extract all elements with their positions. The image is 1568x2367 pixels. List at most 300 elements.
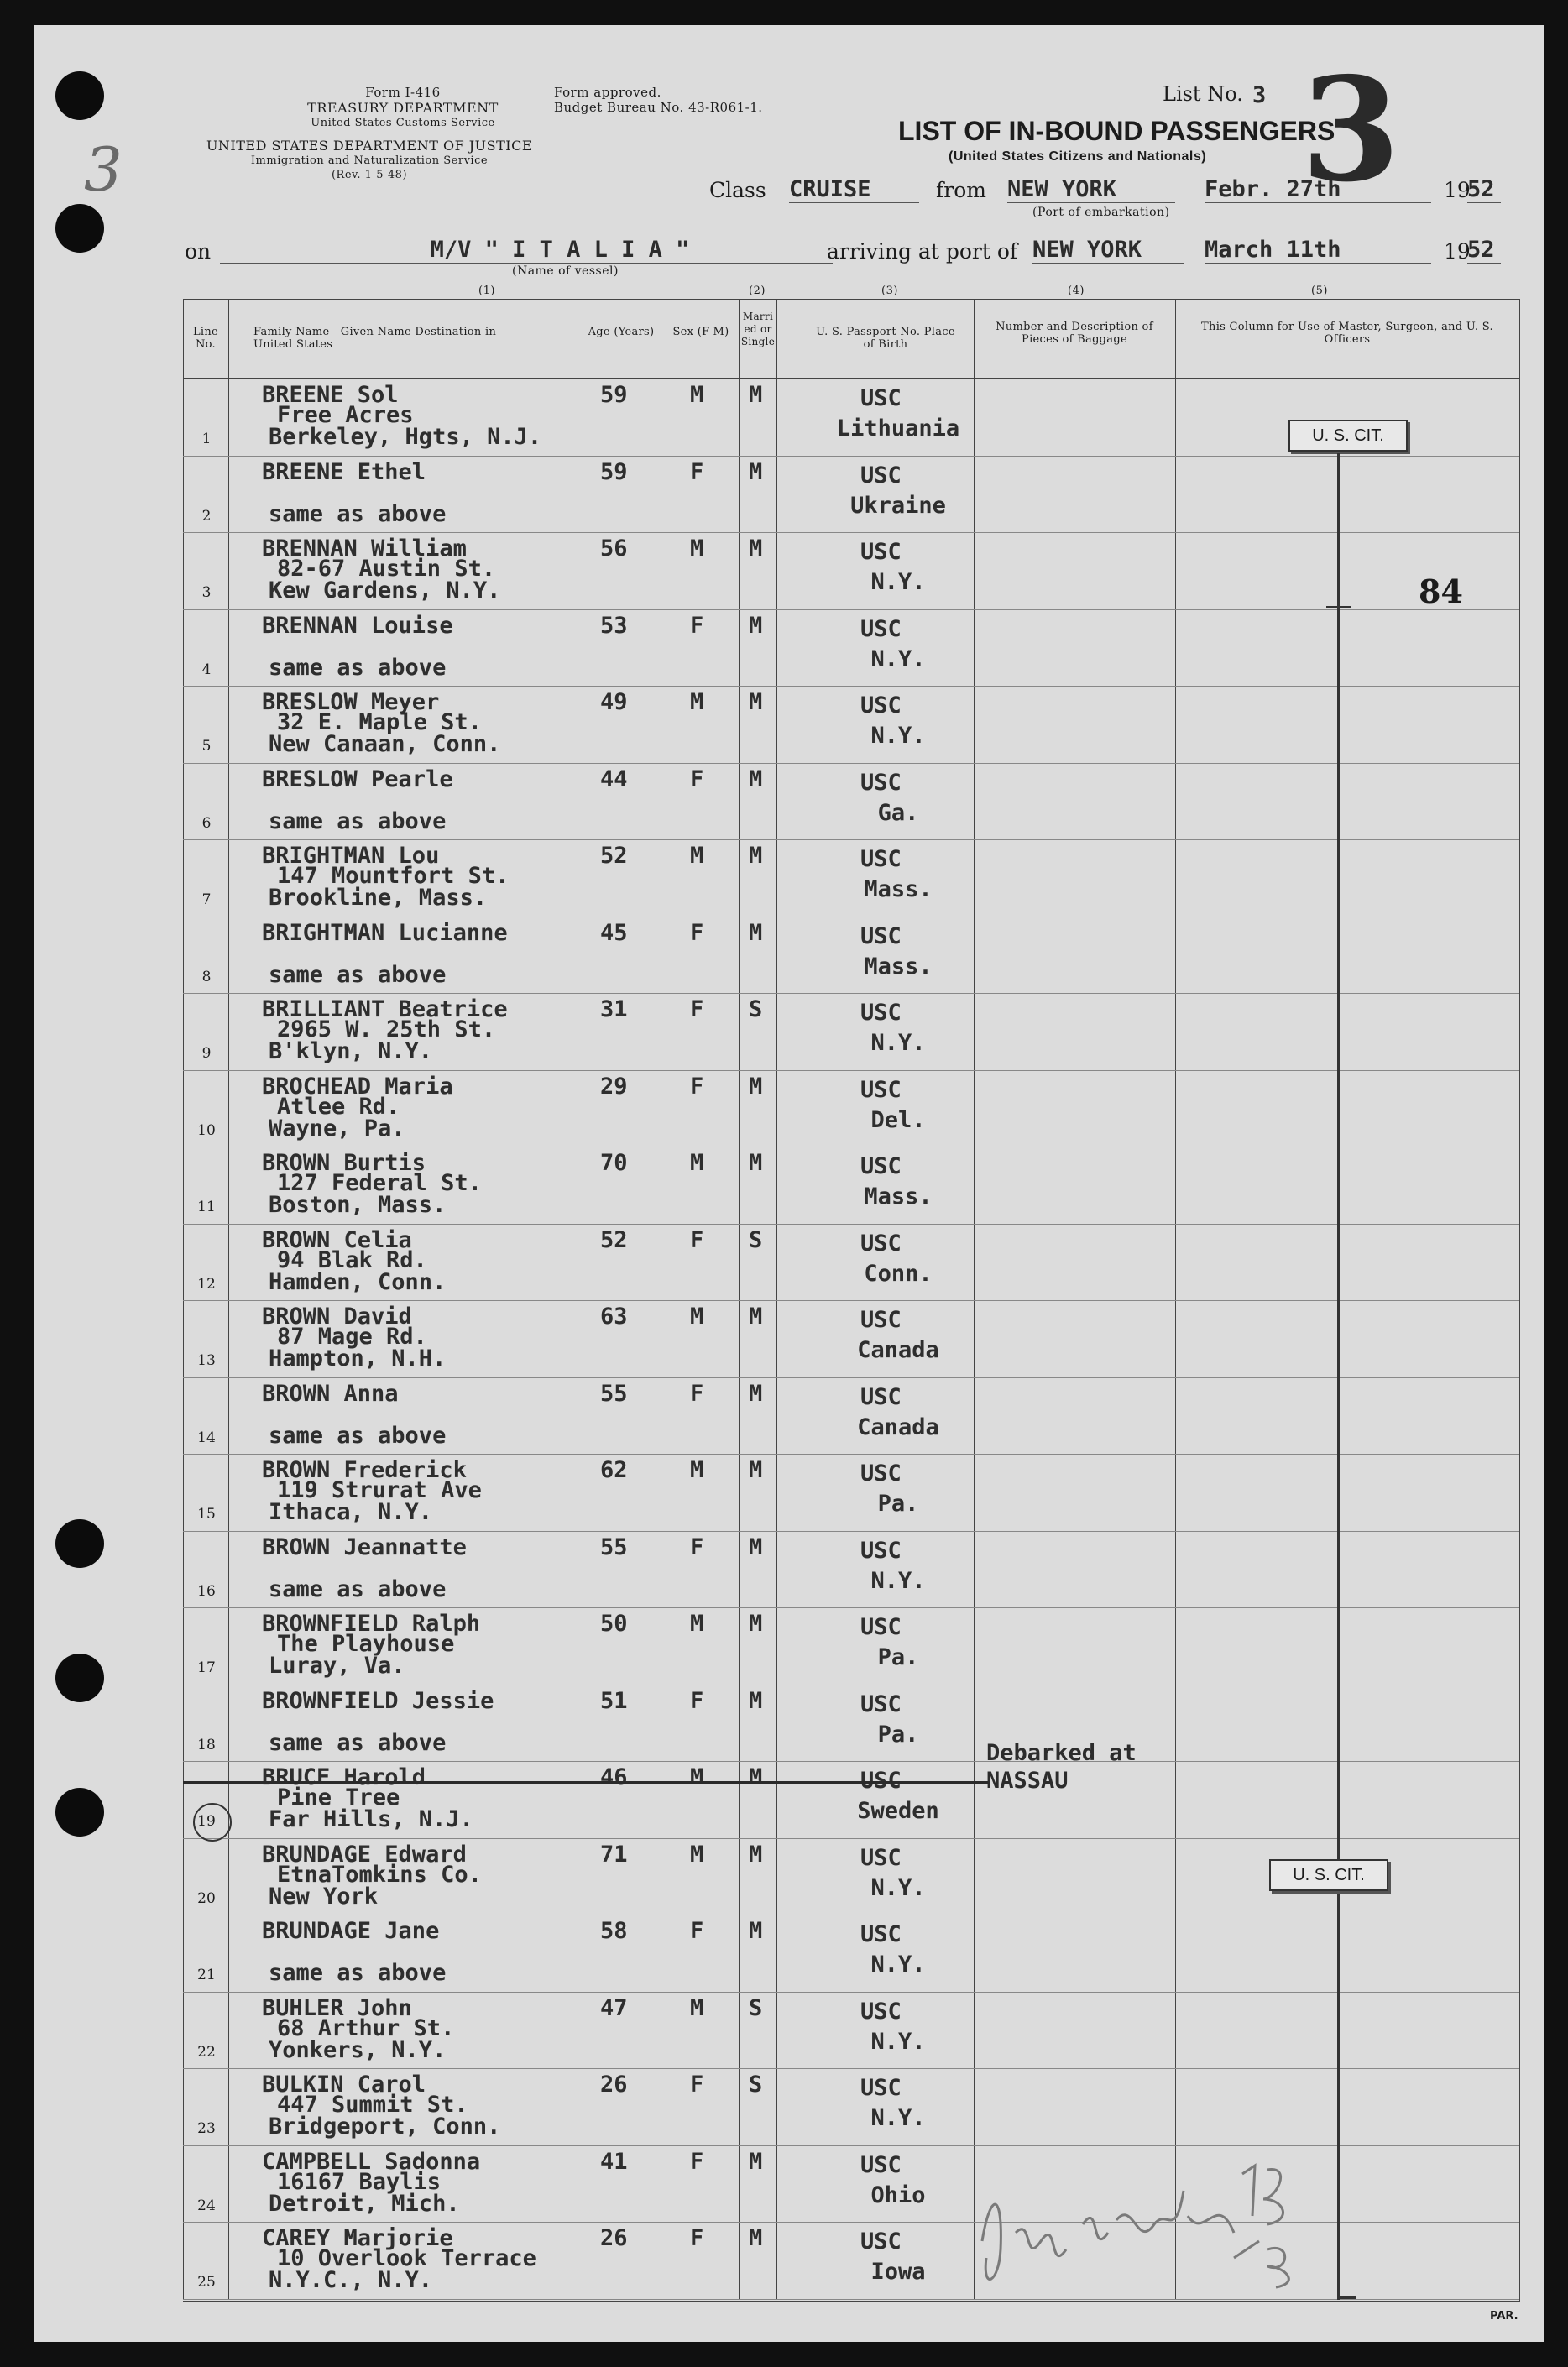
line-number: 11	[197, 1199, 216, 1215]
line-number: 2	[201, 507, 212, 525]
header-baggage: Number and Description of Pieces of Baggage	[996, 321, 1153, 346]
passenger-marital: M	[749, 1918, 763, 1944]
passenger-address-2: Hampton, N.H.	[269, 1345, 447, 1372]
passenger-age: 26	[600, 2225, 628, 2251]
passenger-address-2: same as above	[269, 1729, 447, 1756]
passenger-name: BRUNDAGE Edward	[262, 1841, 467, 1868]
binder-hole	[55, 71, 104, 120]
passenger-sex: M	[690, 689, 704, 715]
passenger-age: 58	[600, 1918, 628, 1944]
passenger-address-1: 147 Mountfort St.	[277, 863, 510, 889]
passenger-marital: M	[749, 919, 763, 946]
passenger-address-2: same as above	[269, 961, 447, 988]
row-divider	[183, 839, 1519, 840]
place-of-birth: Mass.	[864, 953, 933, 980]
passenger-address-1: 16167 Baylis	[277, 2168, 442, 2195]
passenger-name: BROCHEAD Maria	[262, 1073, 453, 1100]
passenger-name: BRENNAN William	[262, 536, 467, 562]
line-number: 10	[197, 1121, 216, 1139]
passenger-age: 45	[600, 919, 628, 946]
passenger-name: BREENE Sol	[262, 382, 399, 408]
passenger-address-2: Hamden, Conn.	[269, 1268, 447, 1295]
passport-status: USC	[860, 2151, 902, 2178]
passenger-age: 29	[600, 1073, 628, 1100]
passenger-sex: F	[690, 612, 704, 639]
passenger-marital: M	[749, 689, 763, 715]
passenger-name: BRESLOW Meyer	[262, 689, 440, 715]
passport-status: USC	[860, 1000, 902, 1026]
place-of-birth: N.Y.	[870, 2028, 926, 2055]
place-of-birth: Ukraine	[850, 492, 946, 519]
place-of-birth: N.Y.	[870, 1030, 926, 1056]
column-number: (5)	[1311, 285, 1328, 297]
passenger-name: BUHLER John	[262, 1994, 412, 2021]
passport-status: USC	[860, 692, 902, 718]
passenger-name: BROWN Jeannatte	[262, 1534, 467, 1560]
passenger-address-2: same as above	[269, 500, 447, 527]
passenger-name: BRILLIANT Beatrice	[262, 996, 508, 1022]
passenger-age: 55	[600, 1380, 628, 1407]
place-of-birth: Iowa	[870, 2259, 926, 2285]
passport-status: USC	[860, 846, 902, 872]
passport-status: USC	[860, 1460, 902, 1487]
ins: Immigration and Naturalization Service	[250, 154, 489, 167]
passport-status: USC	[860, 462, 902, 489]
passenger-marital: M	[749, 1841, 763, 1868]
row-divider	[183, 1761, 1519, 1762]
arrival-year: 52	[1467, 237, 1501, 264]
us-citizen-stamp: U. S. CIT.	[1288, 420, 1408, 452]
line-number: 14	[197, 1429, 216, 1446]
passport-status: USC	[860, 1383, 902, 1410]
passenger-address-1: Free Acres	[277, 402, 414, 428]
embarkation-year-prefix: 19	[1444, 178, 1471, 202]
passenger-address-1: 87 Mage Rd.	[277, 1324, 427, 1350]
passenger-name: BRENNAN Louise	[262, 612, 453, 639]
page-subtitle: (United States Citizens and Nationals)	[949, 149, 1207, 164]
passenger-address-1: 68 Arthur St.	[277, 2014, 455, 2041]
passenger-address-1: 10 Overlook Terrace	[277, 2245, 536, 2271]
passenger-marital: M	[749, 765, 763, 792]
row-divider	[183, 686, 1519, 687]
arrival-year-prefix: 19	[1444, 239, 1471, 264]
passport-status: USC	[860, 1921, 902, 1947]
header-age: Age (Years)	[588, 326, 655, 338]
passenger-name: BRUNDAGE Jane	[262, 1918, 440, 1944]
place-of-birth: Canada	[857, 1413, 939, 1440]
passport-status: USC	[860, 1614, 902, 1640]
place-of-birth: Ohio	[870, 2182, 926, 2208]
line-number: 8	[201, 968, 212, 985]
handwritten-margin-number: 3	[84, 134, 123, 205]
passenger-address-2: Boston, Mass.	[269, 1192, 447, 1218]
passenger-age: 26	[600, 2072, 628, 2098]
row-divider	[183, 2222, 1519, 2223]
line-number: 18	[197, 1736, 216, 1753]
revision: (Rev. 1-5-48)	[331, 169, 408, 181]
passenger-marital: S	[749, 996, 763, 1022]
passport-status: USC	[860, 2075, 902, 2101]
passenger-age: 51	[600, 1687, 628, 1714]
passenger-address-2: Kew Gardens, N.Y.	[269, 577, 501, 604]
budget-bureau: Budget Bureau No. 43-R061-1.	[554, 100, 763, 115]
passenger-sex: M	[690, 1841, 704, 1868]
passenger-address-1: The Playhouse	[277, 1631, 455, 1657]
passenger-name: BREENE Ethel	[262, 458, 426, 485]
binder-hole	[55, 204, 104, 253]
line-number: 22	[197, 2043, 216, 2061]
passenger-age: 52	[600, 843, 628, 869]
place-of-birth: Pa.	[877, 1491, 919, 1517]
form-number: Form I-416	[365, 85, 441, 100]
header-name: Family Name—Given Name Destination in United States	[253, 326, 497, 351]
line-number: 25	[197, 2274, 216, 2291]
officer-bracket-foot	[1337, 2296, 1356, 2299]
place-of-birth: N.Y.	[870, 2105, 926, 2131]
passport-status: USC	[860, 1998, 902, 2025]
passport-status: USC	[860, 1844, 902, 1871]
passenger-sex: F	[690, 996, 704, 1022]
passenger-sex: M	[690, 843, 704, 869]
row-divider	[183, 1300, 1519, 1301]
page-title: LIST OF IN-BOUND PASSENGERS	[898, 116, 1335, 146]
passport-status: USC	[860, 615, 902, 642]
passenger-address-2: same as above	[269, 654, 447, 681]
line-number: 16	[197, 1582, 216, 1600]
header-married: Married or Single	[740, 311, 776, 347]
arriving-label: arriving at port of	[827, 239, 1018, 264]
officer-bracket-line	[1337, 453, 1340, 2300]
passenger-address-1: 82-67 Austin St.	[277, 556, 496, 582]
line-number: 13	[197, 1352, 216, 1369]
passenger-address-2: Wayne, Pa.	[269, 1115, 405, 1142]
passenger-address-2: New Canaan, Conn.	[269, 731, 501, 757]
passenger-name: BROWNFIELD Ralph	[262, 1611, 481, 1637]
row-divider	[183, 1531, 1519, 1532]
passenger-address-2: Brookline, Mass.	[269, 885, 488, 911]
passenger-age: 47	[600, 1994, 628, 2021]
passenger-sex: M	[690, 1994, 704, 2021]
passenger-address-2: Yonkers, N.Y.	[269, 2036, 447, 2063]
line-number: 19	[197, 1813, 216, 1830]
passenger-marital: M	[749, 536, 763, 562]
passenger-sex: F	[690, 1073, 704, 1100]
line-number: 9	[201, 1045, 212, 1062]
passenger-address-2: same as above	[269, 1960, 447, 1986]
passenger-address-2: Bridgeport, Conn.	[269, 2114, 501, 2140]
vessel-name: M/V " I T A L I A "	[220, 237, 833, 264]
passport-status: USC	[860, 385, 902, 411]
row-divider	[183, 2299, 1519, 2300]
passenger-marital: M	[749, 1534, 763, 1560]
passenger-age: 71	[600, 1841, 628, 1868]
col-divider	[183, 299, 184, 2300]
binder-hole	[55, 1654, 104, 1702]
header-line-no: Line No.	[192, 326, 219, 351]
row-divider	[183, 2068, 1519, 2069]
row-divider	[183, 1992, 1519, 1993]
line-circle	[193, 1803, 232, 1842]
treasury-department: TREASURY DEPARTMENT	[307, 100, 499, 116]
place-of-birth: Mass.	[864, 876, 933, 902]
passenger-age: 63	[600, 1304, 628, 1330]
passenger-age: 62	[600, 1457, 628, 1483]
passenger-marital: M	[749, 2225, 763, 2251]
passenger-marital: S	[749, 2072, 763, 2098]
debarked-note-line2: NASSAU	[986, 1768, 1069, 1794]
passenger-age: 31	[600, 996, 628, 1022]
passenger-name: BROWNFIELD Jessie	[262, 1687, 494, 1714]
passenger-sex: F	[690, 2072, 704, 2098]
passenger-address-2: Luray, Va.	[269, 1653, 405, 1679]
row-divider	[183, 1224, 1519, 1225]
passport-status: USC	[860, 1307, 902, 1333]
passenger-address-2: same as above	[269, 807, 447, 834]
passenger-marital: M	[749, 1764, 763, 1790]
passport-status: USC	[860, 539, 902, 565]
passenger-sex: M	[690, 1764, 704, 1790]
passenger-address-1: 119 Strurat Ave	[277, 1477, 482, 1503]
place-of-birth: Ga.	[877, 799, 919, 826]
list-number: 3	[1252, 82, 1267, 108]
line-number: 7	[201, 891, 212, 908]
passenger-sex: F	[690, 2148, 704, 2175]
passenger-address-1: 447 Summit St.	[277, 2092, 468, 2118]
passenger-address-1: 127 Federal St.	[277, 1170, 482, 1196]
line-number: 21	[197, 1967, 216, 1983]
place-of-birth: Mass.	[864, 1184, 933, 1210]
passenger-marital: M	[749, 382, 763, 408]
line-number: 23	[197, 2120, 216, 2137]
passenger-address-2: same as above	[269, 1422, 447, 1449]
passenger-address-1: 94 Blak Rd.	[277, 1246, 427, 1273]
class-label: Class	[709, 178, 766, 202]
passenger-marital: S	[749, 1226, 763, 1253]
passenger-sex: F	[690, 1918, 704, 1944]
passenger-age: 55	[600, 1534, 628, 1560]
place-of-birth: Pa.	[877, 1644, 919, 1670]
binder-hole	[55, 1788, 104, 1837]
passport-status: USC	[860, 769, 902, 796]
passport-status: USC	[860, 1690, 902, 1717]
list-number-label: List No.	[1163, 82, 1243, 106]
passenger-sex: F	[690, 1380, 704, 1407]
passenger-name: CAREY Marjorie	[262, 2225, 453, 2251]
passenger-name: BROWN Frederick	[262, 1457, 467, 1483]
strike-through-line	[183, 1781, 990, 1784]
column-number: (4)	[1068, 285, 1085, 297]
place-of-birth: Sweden	[857, 1798, 939, 1824]
passenger-age: 59	[600, 458, 628, 485]
line-number: 24	[197, 2197, 216, 2214]
passenger-sex: M	[690, 536, 704, 562]
line-number: 1	[201, 431, 212, 447]
row-divider	[183, 532, 1519, 533]
port-of-embarkation-note: (Port of embarkation)	[1032, 206, 1170, 219]
passport-status: USC	[860, 922, 902, 949]
passenger-marital: M	[749, 1611, 763, 1637]
row-divider	[183, 993, 1519, 994]
passenger-address-2: Berkeley, Hgts, N.J.	[269, 424, 542, 450]
on-label: on	[185, 239, 212, 264]
passport-status: USC	[860, 1537, 902, 1564]
passenger-sex: F	[690, 1534, 704, 1560]
form-approved: Form approved.	[554, 85, 661, 100]
row-divider	[183, 456, 1519, 457]
passenger-name: BROWN David	[262, 1304, 412, 1330]
line-number: 12	[197, 1275, 216, 1293]
col-divider	[776, 299, 777, 2300]
passenger-sex: M	[690, 1457, 704, 1483]
passenger-age: 50	[600, 1611, 628, 1637]
passenger-sex: M	[690, 1150, 704, 1176]
passenger-count: 84	[1419, 572, 1463, 610]
place-of-birth: N.Y.	[870, 645, 926, 672]
passenger-sex: M	[690, 382, 704, 408]
place-of-birth: Canada	[857, 1337, 939, 1363]
passenger-address-1: EtnaTomkins Co.	[277, 1861, 482, 1888]
place-of-birth: N.Y.	[870, 723, 926, 749]
passenger-name: BULKIN Carol	[262, 2072, 426, 2098]
passenger-marital: M	[749, 1150, 763, 1176]
passenger-age: 53	[600, 612, 628, 639]
passenger-sex: M	[690, 1611, 704, 1637]
passenger-name: BROWN Anna	[262, 1380, 399, 1407]
column-number: (3)	[881, 285, 898, 297]
manifest-page	[34, 25, 1544, 2342]
row-divider	[183, 1607, 1519, 1608]
passenger-marital: M	[749, 612, 763, 639]
passenger-address-2: Detroit, Mich.	[269, 2190, 460, 2217]
vessel-name-note: (Name of vessel)	[512, 264, 619, 278]
place-of-birth: Pa.	[877, 1721, 919, 1748]
col-divider	[228, 299, 229, 2300]
passenger-address-2: Far Hills, N.J.	[269, 1806, 473, 1832]
passenger-sex: F	[690, 458, 704, 485]
passport-status: USC	[860, 1153, 902, 1179]
passenger-address-2: same as above	[269, 1575, 447, 1602]
line-number: 4	[201, 661, 212, 678]
row-divider	[183, 1070, 1519, 1071]
embarkation-year: 52	[1467, 176, 1501, 203]
place-of-birth: Del.	[870, 1106, 926, 1133]
passenger-age: 56	[600, 536, 628, 562]
department-of-justice: UNITED STATES DEPARTMENT OF JUSTICE	[206, 138, 533, 154]
passenger-age: 46	[600, 1764, 628, 1790]
passenger-address-1: Pine Tree	[277, 1784, 400, 1811]
line-number: 15	[197, 1506, 216, 1523]
passenger-address-2: Ithaca, N.Y.	[269, 1499, 433, 1525]
line-number: 5	[201, 738, 212, 755]
handwritten-signature	[965, 2140, 1318, 2308]
passenger-marital: M	[749, 1380, 763, 1407]
passenger-name: BRESLOW Pearle	[262, 765, 453, 792]
passenger-marital: M	[749, 1073, 763, 1100]
passport-status: USC	[860, 1230, 902, 1257]
passenger-sex: F	[690, 1687, 704, 1714]
binder-hole	[55, 1519, 104, 1568]
passenger-sex: F	[690, 1226, 704, 1253]
header-sex: Sex (F-M)	[672, 326, 729, 338]
debarked-note-line1: Debarked at	[986, 1740, 1137, 1766]
line-number: 20	[197, 1889, 216, 1907]
line-number: 6	[201, 814, 212, 832]
passenger-marital: M	[749, 458, 763, 485]
row-divider	[183, 1838, 1519, 1839]
passenger-address-1: Atlee Rd.	[277, 1093, 400, 1120]
class-value: CRUISE	[789, 176, 919, 203]
row-divider	[183, 2145, 1519, 2146]
passenger-name: CAMPBELL Sadonna	[262, 2148, 481, 2175]
passenger-address-1: 32 E. Maple St.	[277, 709, 482, 735]
passenger-marital: M	[749, 2148, 763, 2175]
passenger-age: 59	[600, 382, 628, 408]
passenger-marital: S	[749, 1994, 763, 2021]
passport-status: USC	[860, 1076, 902, 1103]
passenger-name: BROWN Burtis	[262, 1150, 426, 1176]
place-of-birth: N.Y.	[870, 1952, 926, 1978]
passenger-name: BROWN Celia	[262, 1226, 412, 1253]
header-divider	[183, 378, 1519, 379]
customs-service: United States Customs Service	[311, 117, 495, 129]
footer-mark: PAR.	[1490, 2310, 1518, 2323]
passenger-name: BRIGHTMAN Lou	[262, 843, 440, 869]
column-number: (1)	[478, 285, 495, 297]
officer-bracket-tick	[1326, 606, 1351, 608]
passenger-marital: M	[749, 1304, 763, 1330]
passenger-name: BRUCE Harold	[262, 1764, 426, 1790]
passenger-age: 41	[600, 2148, 628, 2175]
passenger-sex: F	[690, 919, 704, 946]
passenger-sex: M	[690, 1304, 704, 1330]
passenger-sex: F	[690, 765, 704, 792]
place-of-birth: N.Y.	[870, 1874, 926, 1901]
passenger-age: 44	[600, 765, 628, 792]
passport-status: USC	[860, 2229, 902, 2255]
arrival-date: March 11th	[1205, 237, 1431, 264]
col-divider	[739, 299, 740, 2300]
passenger-marital: M	[749, 1457, 763, 1483]
passenger-marital: M	[749, 1687, 763, 1714]
passenger-age: 70	[600, 1150, 628, 1176]
passenger-marital: M	[749, 843, 763, 869]
passport-status: USC	[860, 1768, 902, 1794]
passenger-address-2: N.Y.C., N.Y.	[269, 2267, 433, 2293]
passenger-address-2: New York	[269, 1883, 379, 1910]
arrival-port: NEW YORK	[1032, 237, 1184, 264]
place-of-birth: Lithuania	[836, 415, 960, 442]
place-of-birth: Conn.	[864, 1260, 933, 1287]
port-of-embarkation: NEW YORK	[1007, 176, 1175, 203]
passenger-address-2: B'klyn, N.Y.	[269, 1038, 433, 1064]
place-of-birth: N.Y.	[870, 1567, 926, 1594]
line-number: 17	[197, 1659, 216, 1676]
header-passport: U. S. Passport No. Place of Birth	[816, 326, 955, 351]
col-divider	[1175, 299, 1176, 2300]
passenger-age: 49	[600, 689, 628, 715]
row-divider	[183, 763, 1519, 764]
row-divider	[183, 1377, 1519, 1378]
list-number-stamp: 3	[1301, 46, 1401, 214]
us-citizen-stamp: U. S. CIT.	[1269, 1859, 1388, 1891]
header-officers: This Column for Use of Master, Surgeon, and U. S. Officers	[1201, 321, 1493, 346]
row-divider	[183, 1454, 1519, 1455]
row-divider	[183, 609, 1519, 610]
line-number: 3	[201, 584, 212, 601]
from-label: from	[936, 178, 986, 202]
passenger-name: BRIGHTMAN Lucianne	[262, 919, 508, 946]
embarkation-date: Febr. 27th	[1205, 176, 1431, 203]
